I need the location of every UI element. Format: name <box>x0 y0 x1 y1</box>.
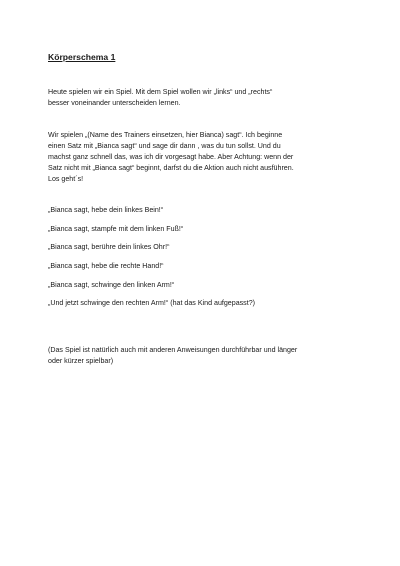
rules-line: einen Satz mit „Bianca sagt“ und sage dir dann , was du tun sollst. Und du <box>48 142 281 150</box>
intro-line: besser voneinander unterscheiden lernen. <box>48 99 181 107</box>
command-list <box>48 205 368 309</box>
note-line: (Das Spiel ist natürlich auch mit anderen Anweisungen durchführbar und länger <box>48 346 298 355</box>
command-item: „Bianca sagt, berühre dein linkes Ohr!“ <box>48 243 170 252</box>
note-paragraph <box>48 345 368 367</box>
command-item: „Bianca sagt, schwinge den linken Arm!“ <box>48 280 175 289</box>
command-item: „Bianca sagt, stampfe mit dem linken Fuß!“ <box>48 224 184 233</box>
command-item: „Bianca sagt, hebe dein linkes Bein!“ <box>48 206 164 214</box>
command-item: „Und jetzt schwinge den rechten Arm!“ (hat das Kind aufgepasst?) <box>48 299 256 308</box>
intro-paragraph <box>48 87 368 109</box>
rules-line: machst ganz schnell das, was ich dir vorgesagt habe. Aber Achtung: wenn der <box>48 153 294 161</box>
intro-line: Heute spielen wir ein Spiel. Mit dem Spiel wollen wir „links“ und „rechts“ <box>48 88 273 96</box>
note-line: oder kürzer spielbar) <box>48 357 114 366</box>
document-title: Körperschema 1 <box>48 52 116 62</box>
rules-paragraph <box>48 130 368 185</box>
rules-line: Satz nicht mit „Bianca sagt“ beginnt, darfst du die Aktion auch nicht ausführen. <box>48 164 294 172</box>
rules-line: Los geht´s! <box>48 175 84 183</box>
command-item: „Bianca sagt, hebe die rechte Hand!“ <box>48 262 164 271</box>
document-body <box>48 52 368 367</box>
rules-line: Wir spielen „(Name des Trainers einsetzen, hier Bianca) sagt“. Ich beginne <box>48 131 283 139</box>
